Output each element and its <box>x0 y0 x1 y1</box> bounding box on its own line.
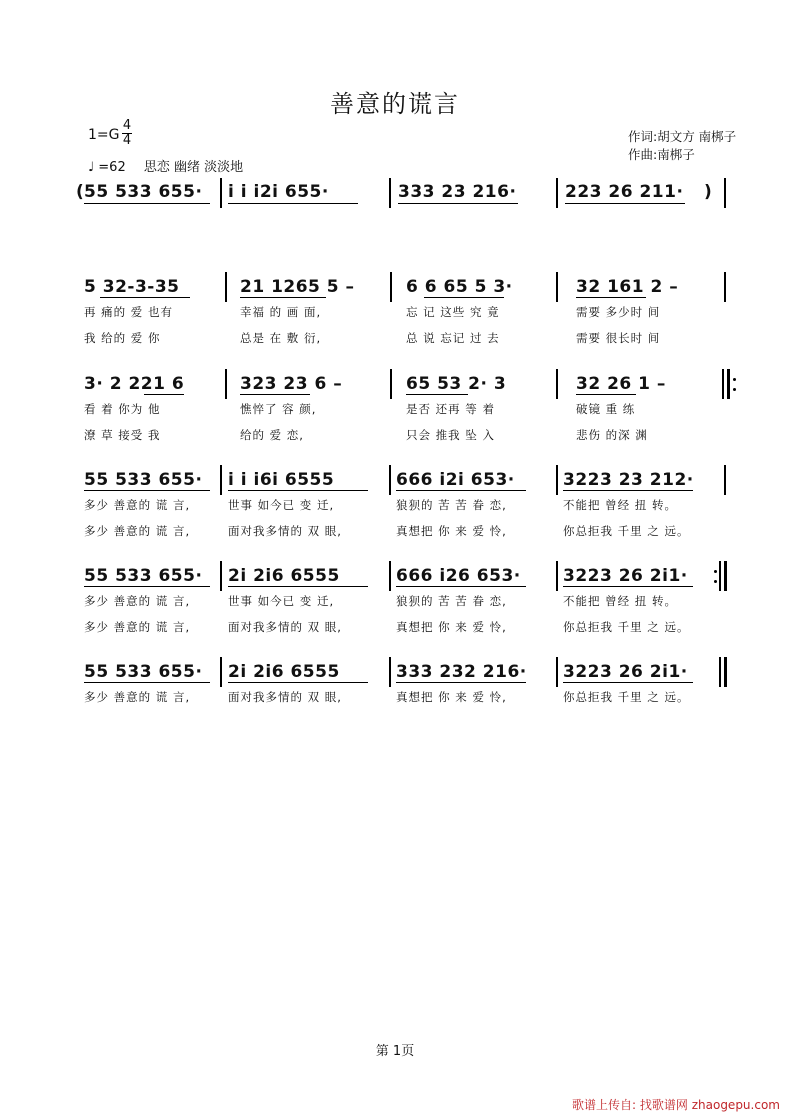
row5-lyric1-m4: 不能把 曾经 扭 转。 <box>563 594 677 608</box>
row5-lyric2-m4: 你总拒我 千里 之 远。 <box>563 620 690 634</box>
final-barline-thick <box>724 657 727 687</box>
repeat-barline-thick <box>724 561 727 591</box>
intro-measure-4: 223 26 211· <box>565 182 684 202</box>
barline <box>556 369 558 399</box>
barline <box>389 465 391 495</box>
row4-lyric1-m4: 不能把 曾经 扭 转。 <box>563 498 677 512</box>
key-label: 1=G <box>88 127 120 143</box>
beam-line <box>398 203 518 204</box>
row2-measure-2: 21 1265 5 – <box>240 277 355 297</box>
barline <box>220 178 222 208</box>
beam-line <box>396 490 526 491</box>
beam-line <box>576 394 636 395</box>
barline <box>220 657 222 687</box>
row5-measure-4: 3223 26 2i1· <box>563 566 688 586</box>
beam-line <box>84 490 210 491</box>
row4-lyric2-m4: 你总拒我 千里 之 远。 <box>563 524 690 538</box>
site-watermark[interactable]: 歌谱上传自: 找歌谱网 zhaogepu.com <box>572 1098 780 1112</box>
expression-text: 思恋 幽绪 淡淡地 <box>143 160 244 175</box>
row3-lyric2-m3: 只会 推我 坠 入 <box>406 428 495 442</box>
row3-lyric1-m2: 憔悴了 容 颜, <box>240 402 317 416</box>
barline <box>556 465 558 495</box>
beam-line <box>396 682 526 683</box>
row2-lyric2-m2: 总是 在 敷 衍, <box>240 331 322 345</box>
row2-measure-1: 5 32-3-35 <box>84 277 180 297</box>
row4-lyric1-m2: 世事 如今已 变 迁, <box>228 498 335 512</box>
barline <box>220 465 222 495</box>
beam-line <box>240 394 310 395</box>
barline <box>724 178 726 208</box>
row2-measure-4: 32 161 2 – <box>576 277 679 297</box>
row2-lyric1-m4: 需要 多少时 间 <box>576 305 661 319</box>
barline <box>556 561 558 591</box>
intro-close-paren: ) <box>704 182 713 202</box>
row4-lyric2-m2: 面对我多情的 双 眼, <box>228 524 342 538</box>
barline <box>556 178 558 208</box>
row5-lyric1-m3: 狼狈的 苦 苦 眷 恋, <box>396 594 507 608</box>
row4-lyric1-m3: 狼狈的 苦 苦 眷 恋, <box>396 498 507 512</box>
row3-lyric1-m3: 是否 还再 等 着 <box>406 402 495 416</box>
barline <box>389 561 391 591</box>
beam-line <box>563 586 693 587</box>
row6-lyric1-m4: 你总拒我 千里 之 远。 <box>563 690 690 704</box>
intro-measure-2: i i i2i 655· <box>228 182 329 202</box>
row3-measure-4: 32 26 1 – <box>576 374 666 394</box>
barline <box>390 369 392 399</box>
barline <box>556 272 558 302</box>
beam-line <box>396 586 526 587</box>
row5-lyric1-m2: 世事 如今已 变 迁, <box>228 594 335 608</box>
repeat-dot <box>714 580 717 583</box>
row3-lyric2-m1: 潦 草 接受 我 <box>84 428 161 442</box>
row4-measure-4: 3223 23 212· <box>563 470 694 490</box>
key-signature <box>88 127 120 143</box>
beam-line <box>100 297 190 298</box>
row5-lyric2-m2: 面对我多情的 双 眼, <box>228 620 342 634</box>
beam-line <box>576 297 646 298</box>
tempo-marking <box>88 156 243 175</box>
barline <box>389 657 391 687</box>
beam-line <box>563 490 693 491</box>
row6-measure-1: 55 533 655· <box>84 662 203 682</box>
composer-credit: 作曲:南梆子 <box>628 147 695 162</box>
repeat-barline-thick <box>727 369 730 399</box>
row3-lyric1-m4: 破镜 重 练 <box>576 402 636 416</box>
beam-line <box>84 203 210 204</box>
repeat-barline-thin <box>719 561 721 591</box>
barline <box>225 369 227 399</box>
row2-measure-3: 6 6 65 5 3· <box>406 277 513 297</box>
barline <box>225 272 227 302</box>
row2-lyric2-m4: 需要 很长时 间 <box>576 331 661 345</box>
row6-measure-2: 2i 2i6 6555 <box>228 662 340 682</box>
row5-measure-2: 2i 2i6 6555 <box>228 566 340 586</box>
barline <box>724 465 726 495</box>
row3-measure-3: 65 53 2· 3 <box>406 374 507 394</box>
beam-line <box>84 586 210 587</box>
beam-line <box>563 682 693 683</box>
repeat-dot <box>714 570 717 573</box>
barline <box>390 272 392 302</box>
row5-lyric2-m1: 多少 善意的 谎 言, <box>84 620 191 634</box>
song-title: 善意的谎言 <box>330 90 460 118</box>
beam-line <box>228 203 358 204</box>
row5-measure-1: 55 533 655· <box>84 566 203 586</box>
row3-measure-2: 323 23 6 – <box>240 374 343 394</box>
intro-open-paren: ( <box>76 182 85 202</box>
barline <box>220 561 222 591</box>
row2-lyric1-m2: 幸福 的 画 面, <box>240 305 322 319</box>
repeat-dot <box>733 378 736 381</box>
time-signature <box>122 119 132 148</box>
row3-lyric2-m2: 给的 爱 恋, <box>240 428 304 442</box>
row3-lyric1-m1: 看 着 你为 他 <box>84 402 161 416</box>
row5-measure-3: 666 i26 653· <box>396 566 521 586</box>
row2-lyric2-m3: 总 说 忘记 过 去 <box>406 331 500 345</box>
row6-lyric1-m3: 真想把 你 来 爱 怜, <box>396 690 507 704</box>
row6-lyric1-m1: 多少 善意的 谎 言, <box>84 690 191 704</box>
lyricist-credit: 作词:胡文方 南梆子 <box>628 129 737 144</box>
row4-measure-1: 55 533 655· <box>84 470 203 490</box>
row2-lyric2-m1: 我 给的 爱 你 <box>84 331 161 345</box>
row2-lyric1-m3: 忘 记 这些 究 竟 <box>406 305 500 319</box>
row6-measure-4: 3223 26 2i1· <box>563 662 688 682</box>
beam-line <box>144 394 184 395</box>
page-number: 第 1页 <box>375 1044 415 1059</box>
row4-lyric2-m1: 多少 善意的 谎 言, <box>84 524 191 538</box>
row2-lyric1-m1: 再 痛的 爱 也有 <box>84 305 173 319</box>
time-bottom: 4 <box>122 133 132 148</box>
row5-lyric2-m3: 真想把 你 来 爱 怜, <box>396 620 507 634</box>
beam-line <box>424 297 504 298</box>
row3-measure-1: 3· 2 221 6 <box>84 374 185 394</box>
beam-line <box>565 203 685 204</box>
time-top: 4 <box>122 118 132 133</box>
tempo-value: =62 <box>98 160 126 175</box>
row5-lyric1-m1: 多少 善意的 谎 言, <box>84 594 191 608</box>
beam-line <box>406 394 468 395</box>
intro-measure-3: 333 23 216· <box>398 182 517 202</box>
barline <box>389 178 391 208</box>
beam-line <box>84 682 210 683</box>
repeat-dot <box>733 388 736 391</box>
row4-measure-2: i i i6i 6555 <box>228 470 335 490</box>
final-barline-thin <box>719 657 721 687</box>
row3-lyric2-m4: 悲伤 的深 渊 <box>576 428 648 442</box>
quarter-note-icon: ♩ <box>88 160 95 175</box>
intro-measure-1: 55 533 655· <box>84 182 203 202</box>
row4-lyric1-m1: 多少 善意的 谎 言, <box>84 498 191 512</box>
barline <box>724 272 726 302</box>
barline <box>556 657 558 687</box>
row4-lyric2-m3: 真想把 你 来 爱 怜, <box>396 524 507 538</box>
beam-line <box>228 490 368 491</box>
repeat-barline-thin <box>722 369 724 399</box>
row4-measure-3: 666 i2i 653· <box>396 470 515 490</box>
beam-line <box>228 586 368 587</box>
beam-line <box>228 682 368 683</box>
row6-measure-3: 333 232 216· <box>396 662 527 682</box>
row6-lyric1-m2: 面对我多情的 双 眼, <box>228 690 342 704</box>
beam-line <box>240 297 326 298</box>
